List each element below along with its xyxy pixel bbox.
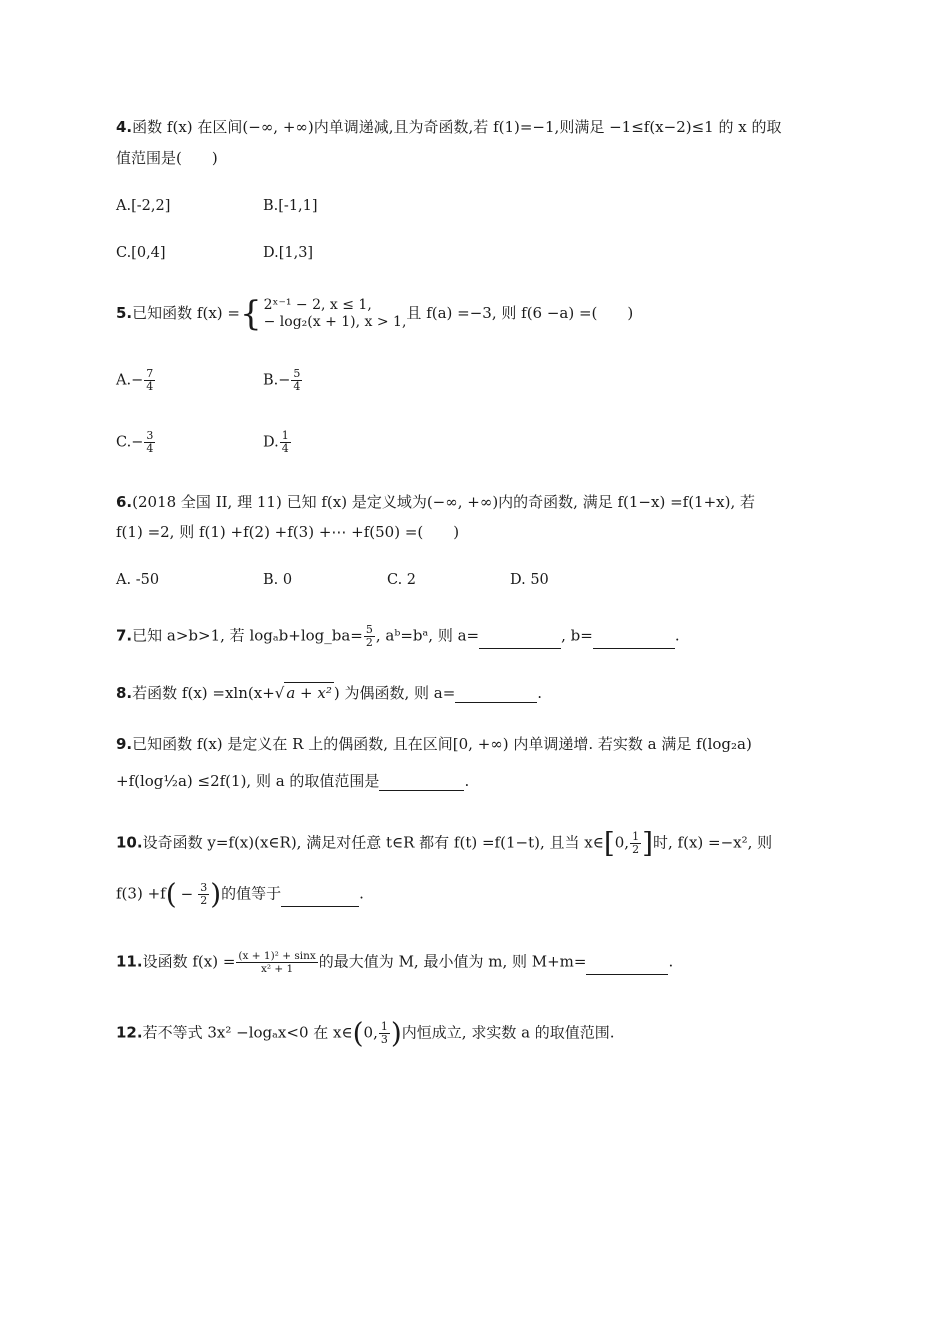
q8-answer-blank[interactable]: [455, 686, 537, 703]
fraction-numerator: 5: [293, 367, 301, 380]
q12-fraction: [379, 1021, 390, 1046]
option-fraction: [144, 430, 155, 455]
q12-interval-left: 0,: [363, 1023, 378, 1042]
option-sign: −: [131, 372, 144, 389]
option-fraction: [144, 368, 155, 393]
q7-answer-blank-b[interactable]: [593, 632, 675, 649]
q4-text: 函数 f(x) 在区间(−∞, +∞)内单调递减,且为奇函数,若 f(1)=−1,则满足 −1≤f(x−2)≤1 的 x 的取: [132, 118, 782, 136]
q12-number: 12.: [116, 1023, 143, 1042]
piecewise-case-2: − log₂(x + 1), x > 1,: [263, 314, 407, 330]
q7-text-a: 已知 a>b>1, 若 logₐb+log_ba=: [132, 626, 363, 645]
q4-line1: [116, 117, 781, 137]
piecewise-cases: [264, 297, 407, 331]
fraction-numerator: 1: [632, 830, 640, 843]
fraction-numerator: (x + 1)² + sinx: [238, 950, 316, 962]
q12-line: [116, 1016, 615, 1050]
q9-number: 9.: [116, 735, 133, 753]
q7-answer-blank-a[interactable]: [479, 632, 561, 649]
q4-option-b: B.[-1,1]: [263, 198, 318, 214]
q10-fraction: [630, 831, 641, 856]
left-bracket: [: [603, 826, 615, 860]
right-paren: ): [210, 877, 222, 911]
q12-text-a: 若不等式 3x² −logₐx<0 在 x∈: [142, 1023, 353, 1042]
fraction-denominator: 4: [146, 442, 154, 455]
q8-number: 8.: [116, 684, 133, 702]
fraction-numerator: 7: [146, 367, 154, 380]
q6-option-a: A. -50: [116, 572, 160, 588]
q7-fraction: [364, 624, 375, 649]
q11-text-a: 设函数 f(x) =: [142, 952, 236, 971]
q11-text-b: 的最大值为 M, 最小值为 m, 则 M+m=: [318, 952, 587, 971]
option-fraction: [280, 430, 291, 455]
right-bracket: ]: [642, 826, 654, 860]
q9-answer-blank[interactable]: [379, 774, 464, 791]
sqrt-radicand: a + x²: [286, 684, 332, 702]
fraction-denominator: 4: [281, 442, 289, 455]
q6-text: (2018 全国 II, 理 11) 已知 f(x) 是定义域为(−∞, +∞)内的奇函数, 满足 f(1−x) =f(1+x), 若: [132, 493, 756, 511]
q6-line2: f(1) =2, 则 f(1) +f(2) +f(3) +⋯ +f(50) =( ): [116, 523, 460, 541]
q4-number: 4.: [116, 118, 133, 136]
q6-line1: [116, 492, 755, 512]
q5-option-a: [116, 368, 156, 393]
fraction-numerator: 5: [365, 623, 373, 636]
fraction-denominator: 2: [200, 894, 208, 907]
q10-line2-b: 的值等于: [221, 884, 282, 903]
q10-answer-blank[interactable]: [281, 890, 359, 907]
q10-fraction-2: [198, 882, 209, 907]
q5-prefix: 已知函数 f(x) =: [132, 304, 240, 322]
fraction-denominator: 2: [365, 636, 373, 649]
fraction-numerator: 3: [200, 881, 208, 894]
q6-number: 6.: [116, 493, 133, 511]
q5-option-d: [263, 430, 292, 455]
fraction-numerator: 1: [281, 429, 289, 442]
q9-text-2: +f(log½a) ≤2f(1), 则 a 的取值范围是: [116, 772, 380, 790]
option-label: C.: [116, 434, 132, 451]
q9-line1: [116, 734, 752, 754]
option-sign: −: [278, 372, 291, 389]
q8-text-b: ) 为偶函数, 则 a=: [333, 684, 456, 702]
fraction-denominator: 4: [146, 380, 154, 393]
q7-line: [116, 624, 680, 649]
piecewise-case-1: 2ˣ⁻¹ − 2, x ≤ 1,: [263, 297, 372, 313]
q10-end: .: [359, 884, 364, 903]
q10-line2-a: f(3) +f: [116, 884, 166, 903]
q4-line2: 值范围是( ): [116, 149, 218, 167]
q6-option-c: C. 2: [387, 572, 417, 588]
q4-option-c: C.[0,4]: [116, 245, 166, 261]
left-paren: (: [352, 1016, 364, 1050]
q7-number: 7.: [116, 626, 133, 645]
q5-option-b: [263, 368, 303, 393]
q10-interval-left: 0,: [614, 833, 630, 852]
q11-fraction: [236, 950, 317, 975]
q7-text-b: , aᵇ=bᵃ, 则 a=: [375, 626, 480, 645]
option-label: A.: [116, 372, 132, 389]
q5-suffix: 且 f(a) =−3, 则 f(6 −a) =( ): [406, 304, 634, 322]
fraction-denominator: 4: [293, 380, 301, 393]
q10-number: 10.: [116, 833, 143, 852]
q8-text-c: .: [537, 684, 543, 702]
option-label: D.: [263, 434, 279, 451]
fraction-denominator: x² + 1: [260, 963, 294, 975]
left-paren: (: [165, 877, 177, 911]
q7-text-d: .: [674, 626, 680, 645]
right-paren: ): [390, 1016, 402, 1050]
q11-line: [116, 950, 673, 975]
option-fraction: [291, 368, 302, 393]
option-label: B.: [263, 372, 279, 389]
q7-text-c: , b=: [561, 626, 593, 645]
q10-line1: [116, 826, 773, 860]
fraction-numerator: 3: [146, 429, 154, 442]
q11-number: 11.: [116, 952, 143, 971]
q9-end: .: [464, 772, 470, 790]
q4-option-a: A.[-2,2]: [116, 198, 171, 214]
q10-sign: −: [180, 884, 194, 903]
q11-answer-blank[interactable]: [586, 958, 668, 975]
q10-line2: [116, 877, 364, 911]
q6-option-d: D. 50: [510, 572, 549, 588]
option-sign: −: [131, 434, 144, 451]
q6-option-b: B. 0: [263, 572, 293, 588]
q12-text-b: 内恒成立, 求实数 a 的取值范围.: [401, 1023, 615, 1042]
q8-text-a: 若函数 f(x) =xln(x+: [132, 684, 275, 702]
sqrt-sign: √: [274, 684, 285, 702]
q11-end: .: [668, 952, 674, 971]
q8-line: [116, 682, 542, 703]
piecewise-brace: {: [239, 294, 262, 334]
q4-option-d: D.[1,3]: [263, 245, 314, 261]
q5-option-c: [116, 430, 156, 455]
fraction-denominator: 2: [632, 843, 640, 856]
q10-text-b: 时, f(x) =−x², 则: [653, 833, 773, 852]
q5-line: [116, 294, 634, 334]
fraction-numerator: 1: [380, 1020, 388, 1033]
q9-text: 已知函数 f(x) 是定义在 R 上的偶函数, 且在区间[0, +∞) 内单调递增. 若实数 a 满足 f(log₂a): [132, 735, 752, 753]
fraction-denominator: 3: [380, 1033, 388, 1046]
q9-line2: [116, 771, 469, 791]
q10-text-a: 设奇函数 y=f(x)(x∈R), 满足对任意 t∈R 都有 f(t) =f(1−t), 且当 x∈: [142, 833, 604, 852]
q5-number: 5.: [116, 304, 133, 322]
